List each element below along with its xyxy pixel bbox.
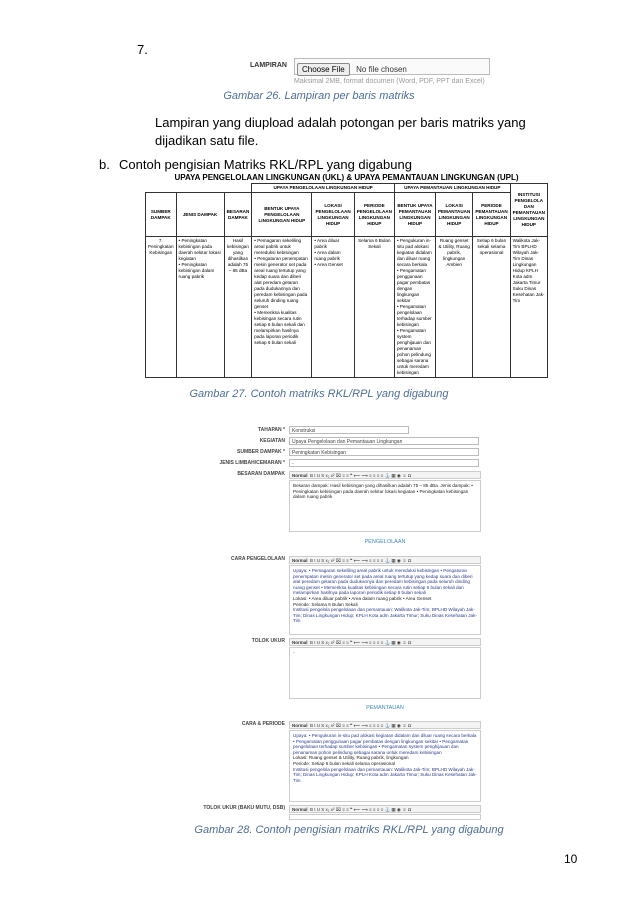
header-lokasi-pemantauan: LOKASI PEMANTAUAN LINGKUNGAN HIDUP xyxy=(435,193,472,237)
field-label-tolok-ukur: TOLOK UKUR xyxy=(251,638,285,644)
header-jenis: JENIS DAMPAK xyxy=(176,193,224,237)
field-label-jenis: JENIS LIMBAH/CEMARAN * xyxy=(219,460,285,466)
field-label-besaran: BESARAN DAMPAK xyxy=(237,471,285,477)
matrix-title: UPAYA PENGELOLAAN LINGKUNGAN (UKL) & UPAYA PEMANTAUAN LINGKUNGAN (UPL) xyxy=(174,173,519,182)
header-periode-pengelolaan: PERIODE PENGELOLAAN LINGKUNGAN HIDUP xyxy=(354,193,394,237)
figure-26-caption: Gambar 26. Lampiran per baris matriks xyxy=(223,90,415,102)
header-bentuk-pengelolaan: BENTUK UPAYA PENGELOLAAN LINGKUNGAN HIDUP xyxy=(252,193,312,237)
table-row xyxy=(146,237,548,378)
ukl-group-header: UPAYA PENGELOLAAN LINGKUNGAN HIDUP xyxy=(252,184,395,193)
header-sumber: SUMBER DAMPAK xyxy=(146,193,177,237)
editor-tolok-ukur-baku[interactable] xyxy=(289,814,481,820)
cell-besaran: Hasil kebisingan yang dihasilkan adalah 75 – 85 dBa xyxy=(224,237,252,378)
input-kegiatan[interactable]: Upaya Pengelolaan dan Pemantauan Lingkungan xyxy=(289,437,479,445)
upl-group-header: UPAYA PEMANTAUAN LINGKUNGAN HIDUP xyxy=(394,184,510,193)
field-label-tahapan: TAHAPAN * xyxy=(257,427,285,433)
upload-hint: Maksimal 2MB, format documen (Word, PDF, PPT dan Excel) xyxy=(294,78,485,85)
field-label-cara-periode: CARA & PERIODE xyxy=(241,721,285,727)
cell-bentuk-pemantauan: • Pengukuran in-situ pad alokasi kegiatan didalam dan diluar ruang secara berkala • Pengamatan penggunaan pagar pembatas dengan lingkungan sekitar • Pengamatan pengelolaan terhadap sumber kebisingan • Pengamatan system penghijauan dan penanaman pohon pelindung sebagai sarana untuk meredam kebisingan xyxy=(394,237,435,378)
header-institusi: INSTITUSI PENGELOLA DAN PEMANTAUAN LINGKUNGAN HIDUP xyxy=(510,184,547,237)
file-input[interactable] xyxy=(294,58,490,75)
field-label-kegiatan: KEGIATAN xyxy=(259,438,285,444)
cell-institusi: Walikota Jak-Tim BPLHD Wilayah Jak-Tim Dinas Lingkungan Hidup KPLH Kota adm Jakarta Timur Suku Dinas Kesehatan Jak-Tim xyxy=(510,237,547,378)
cell-lokasi-pengelolaan: • Area diluar pabrik • Area dalam ruang pabrik • Area Genset xyxy=(312,237,354,378)
field-label-tolok-ukur-baku: TOLOK UKUR (BAKU MUTU, DSB) xyxy=(203,805,285,811)
editor-toolbar[interactable]: Normal B I U S x₂ x² ⌧ ≡ ≡ ❝ ⟵ ⟶ ≡ ≡ ≡ ≡ ⚓ ▦ ◉ ☺ Ω xyxy=(289,471,481,479)
editor-toolbar[interactable]: Normal B I U S x₂ x² ⌧ ≡ ≡ ❝ ⟵ ⟶ ≡ ≡ ≡ ≡ ⚓ ▦ ◉ ☺ Ω xyxy=(289,721,481,729)
input-sumber[interactable]: Peningkatan Kebisingan xyxy=(289,448,479,456)
cell-periode-pengelolaan: Selama 6 Bulan Sekali xyxy=(354,237,394,378)
file-upload-figure xyxy=(250,58,490,90)
form-figure xyxy=(203,424,481,820)
paragraph: Lampiran yang diupload adalah potongan per baris matriks yang dijadikan satu file. xyxy=(155,115,526,148)
field-label-sumber: SUMBER DAMPAK * xyxy=(237,449,285,455)
input-jenis[interactable]: - xyxy=(289,459,479,467)
no-file-text: No file chosen xyxy=(356,65,407,74)
field-label-cara-pengelolaan: CARA PENGELOLAAN xyxy=(231,556,285,562)
cell-bentuk-pengelolaan: • Pemagaran sekeliling areal pabrik untuk mereduksi kebisingan • Pengaturan penempatan mesin generator set pada areal ruang tertutup yang kedap suara dan diberi alat peredam getaran pada dudukannya dan peredam kebisingan pada seluruh dinding ruang genset • Memeriksa kualitas kebisingan secara rutin setiap 6 bulan sekali dan melampirkan hasilnya pada laporan periodik setiap 6 bulan sekali xyxy=(252,237,312,378)
header-bentuk-pemantauan: BENTUK UPAYA PEMANTAUAN LINGKUNGAN HIDUP xyxy=(394,193,435,237)
editor-toolbar[interactable]: Normal B I U S x₂ x² ⌧ ≡ ≡ ❝ ⟵ ⟶ ≡ ≡ ≡ ≡ ⚓ ▦ ◉ ☺ Ω xyxy=(289,638,481,646)
select-tahapan[interactable]: Konstruksi xyxy=(289,426,409,434)
matrix-table-wrapper xyxy=(145,183,548,378)
editor-cara-periode[interactable]: Upaya: • Pengukuran in-situ pad alokasi kegiatan didalam dan diluar ruang secara berkala • Pengamatan penggunaan pagar pembatas dengan lingkungan sekitar • Pengamatan pengelolaan terhadap sumber kebisingan • Pengamatan system penghijauan dan penanaman pohon pelindung sebagai sarana untuk meredam kebisingan Lokasi: Ruang genset & Utility, Ruang pabrik, lingkungan Periode: Setiap 6 bulan sekali selama operasional Institusi pengelola pengelolaan dan pemantauan: Walikota Jak-Tim; BPLHD Wilayah Jak-Tim; Dinas Lingkungan Hidup; KPLH Kota adm Jakarta Timur; Suku Dinas Kesehatan Jak-Tim xyxy=(289,730,481,802)
editor-besaran[interactable]: Besaran dampak: Hasil kebisingan yang dihasilkan adalah 75 – 85 dBa. Jenis dampak: • Peningkatan kebisingan pada daerah sekitar lokasi kegiatan • Peningkatan kebisingan dalam ruang pabrik xyxy=(289,480,481,532)
header-periode-pemantauan: PERIODE PEMANTAUAN LINGKUNGAN HIDUP xyxy=(473,193,510,237)
matrix-table xyxy=(145,183,548,378)
section-title: Contoh pengisian Matriks RKL/RPL yang digabung xyxy=(119,157,412,172)
attachment-label: LAMPIRAN xyxy=(250,62,287,69)
editor-toolbar[interactable]: Normal B I U S x₂ x² ⌧ ≡ ≡ ❝ ⟵ ⟶ ≡ ≡ ≡ ≡ ⚓ ▦ ◉ ☺ Ω xyxy=(289,556,481,564)
cell-periode-pemantauan: Setiap 6 bulan sekali selama operasional xyxy=(473,237,510,378)
editor-toolbar[interactable]: Normal B I U S x₂ x² ⌧ ≡ ≡ ❝ ⟵ ⟶ ≡ ≡ ≡ ≡ ⚓ ▦ ◉ ☺ Ω xyxy=(289,805,481,813)
section-pengelolaan: PENGELOLAAN xyxy=(364,539,406,545)
section-pemantauan: PEMANTAUAN xyxy=(366,705,404,711)
cell-jenis: • Peningkatan kebisingan pada daerah sekitar lokasi kegiatan • Peningkatan kebisingan dalam ruang pabrik xyxy=(176,237,224,378)
cell-sumber: 7. Peningkatan Kebisingan xyxy=(146,237,177,378)
section-marker: b. xyxy=(99,157,110,172)
header-lokasi-pengelolaan: LOKASI PENGELOLAAN LINGKUNGAN HIDUP xyxy=(312,193,354,237)
page-number: 10 xyxy=(564,852,578,866)
editor-cara-pengelolaan[interactable]: Upaya: • Pemagaran sekeliling areal pabrik untuk mereduksi kebisingan • Pengaturan penempatan mesin generator set pada areal ruang tertutup yang kedap suara dan diberi alat peredam getaran pada dudukannya dan peredam kebisingan pada seluruh dinding ruang genset • Memeriksa kualitas kebisingan secara rutin setiap 6 bulan sekali dan melampirkan hasilnya pada laporan periodik setiap 6 bulan sekali Lokasi: • Area diluar pabrik • Area dalam ruang pabrik • Area Genset Periode: Selama 6 Bulan Sekali Institusi pengelola pengelolaan dan pemantauan: Walikota Jak-Tim; BPLHD Wilayah Jak-Tim; Dinas Lingkungan Hidup; KPLH Kota adm Jakarta Timur; Suku Dinas Kesehatan Jak-Tim xyxy=(289,565,481,635)
list-marker: 7. xyxy=(137,42,148,57)
header-besaran: BESARAN DAMPAK xyxy=(224,193,252,237)
choose-file-button[interactable]: Choose File xyxy=(297,63,350,76)
cell-lokasi-pemantauan: Ruang genset & Utility, Ruang pabrik, lingkungan Ambien xyxy=(435,237,472,378)
editor-tolok-ukur[interactable]: - xyxy=(289,647,481,699)
figure-28-caption: Gambar 28. Contoh pengisian matriks RKL/RPL yang digabung xyxy=(194,824,504,836)
figure-27-caption: Gambar 27. Contoh matriks RKL/RPL yang digabung xyxy=(189,388,449,400)
